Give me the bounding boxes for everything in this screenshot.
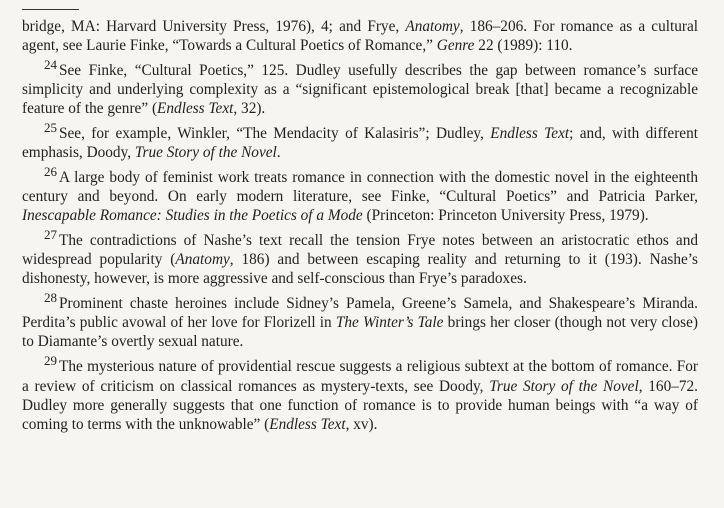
footnote-number: 27: [44, 227, 57, 243]
footnote-24: [22, 55, 698, 118]
segment: , 186) and between escaping reality and returning to it (193). Nashe’s dishonesty, however, is more aggressive and self-conscious than Frye’s paradoxes.: [22, 251, 698, 288]
segment-italic: True Story of the Novel: [134, 144, 277, 162]
segment: brings her closer (though not very close) to Diamante’s overtly sexual nature.: [22, 314, 699, 351]
footnote-28: [22, 288, 698, 351]
segment: ; and, with different emphasis, Doody,: [22, 125, 698, 162]
footnote-number: 26: [44, 164, 57, 180]
footnote-continuation: [22, 17, 698, 55]
footnote-25: [22, 118, 698, 162]
segment: .: [276, 144, 281, 162]
footnote-number: 25: [44, 120, 57, 136]
footnote-number: 24: [44, 57, 57, 72]
segment: See, for example, Winkler, “The Mendacity of Kalasiris”; Dudley,: [59, 125, 491, 143]
segment-italic: Endless Text: [490, 125, 570, 143]
segment: The contradictions of Nashe’s text recall the tension Frye notes between an aristocratic ethos and widespread popularity (: [22, 232, 698, 269]
segment: , xv).: [345, 415, 378, 433]
segment-italic: The Winter’s Tale: [335, 314, 444, 332]
segment-italic: Endless Text: [157, 100, 234, 118]
footnotes: [22, 17, 698, 434]
footnote-26: [22, 162, 698, 225]
segment-italic: Anatomy: [175, 251, 230, 269]
segment: (Princeton: Princeton University Press, 1979).: [362, 207, 649, 225]
segment: , 186–206. For romance as a cultural agent, see Laurie Finke, “Towards a Cultural Poetics of Romance,”: [22, 18, 698, 54]
segment: 22 (1989): 110.: [474, 37, 573, 54]
segment: A large body of feminist work treats romance in connection with the domestic novel in the eighteenth century and beyond. On early modern literature, see Finke, “Cultural Poetics” and Patricia Parker,: [22, 169, 698, 206]
segment: , 160–72. Dudley more generally suggests that one function of romance is to provide human beings with “a way of coming to terms with the unknowable” (: [22, 377, 698, 433]
segment: See Finke, “Cultural Poetics,” 125. Dudley usefully describes the gap between romance’s surface simplicity and underlying complexity as a “significant epistemological break [that] became a recognizable feature of the genre” (: [22, 62, 698, 118]
footnote-number: 28: [44, 290, 57, 306]
segment-italic: Endless Text: [269, 415, 346, 433]
footnote-29: [22, 351, 698, 433]
footnote-rule: [22, 9, 79, 10]
segment-italic: True Story of the Novel: [489, 377, 639, 395]
segment-italic: Inescapable Romance: Studies in the Poetics of a Mode: [22, 207, 363, 225]
footnote-number: 29: [44, 353, 57, 369]
footnote-27: [22, 225, 698, 288]
segment-italic: Genre: [436, 37, 475, 54]
segment: Prominent chaste heroines include Sidney’s Pamela, Greene’s Samela, and Shakespeare’s Miranda. Perdita’s public avowal of her love for Florizell in: [22, 295, 698, 332]
segment: bridge, MA: Harvard University Press, 1976), 4; and Frye,: [22, 18, 406, 35]
segment: , 32).: [233, 100, 266, 118]
segment: The mysterious nature of providential rescue suggests a religious subtext at the bottom of romance. For a review of criticism on classical romances as mystery-texts, see Doody,: [22, 358, 698, 395]
segment-italic: Anatomy: [405, 18, 460, 35]
